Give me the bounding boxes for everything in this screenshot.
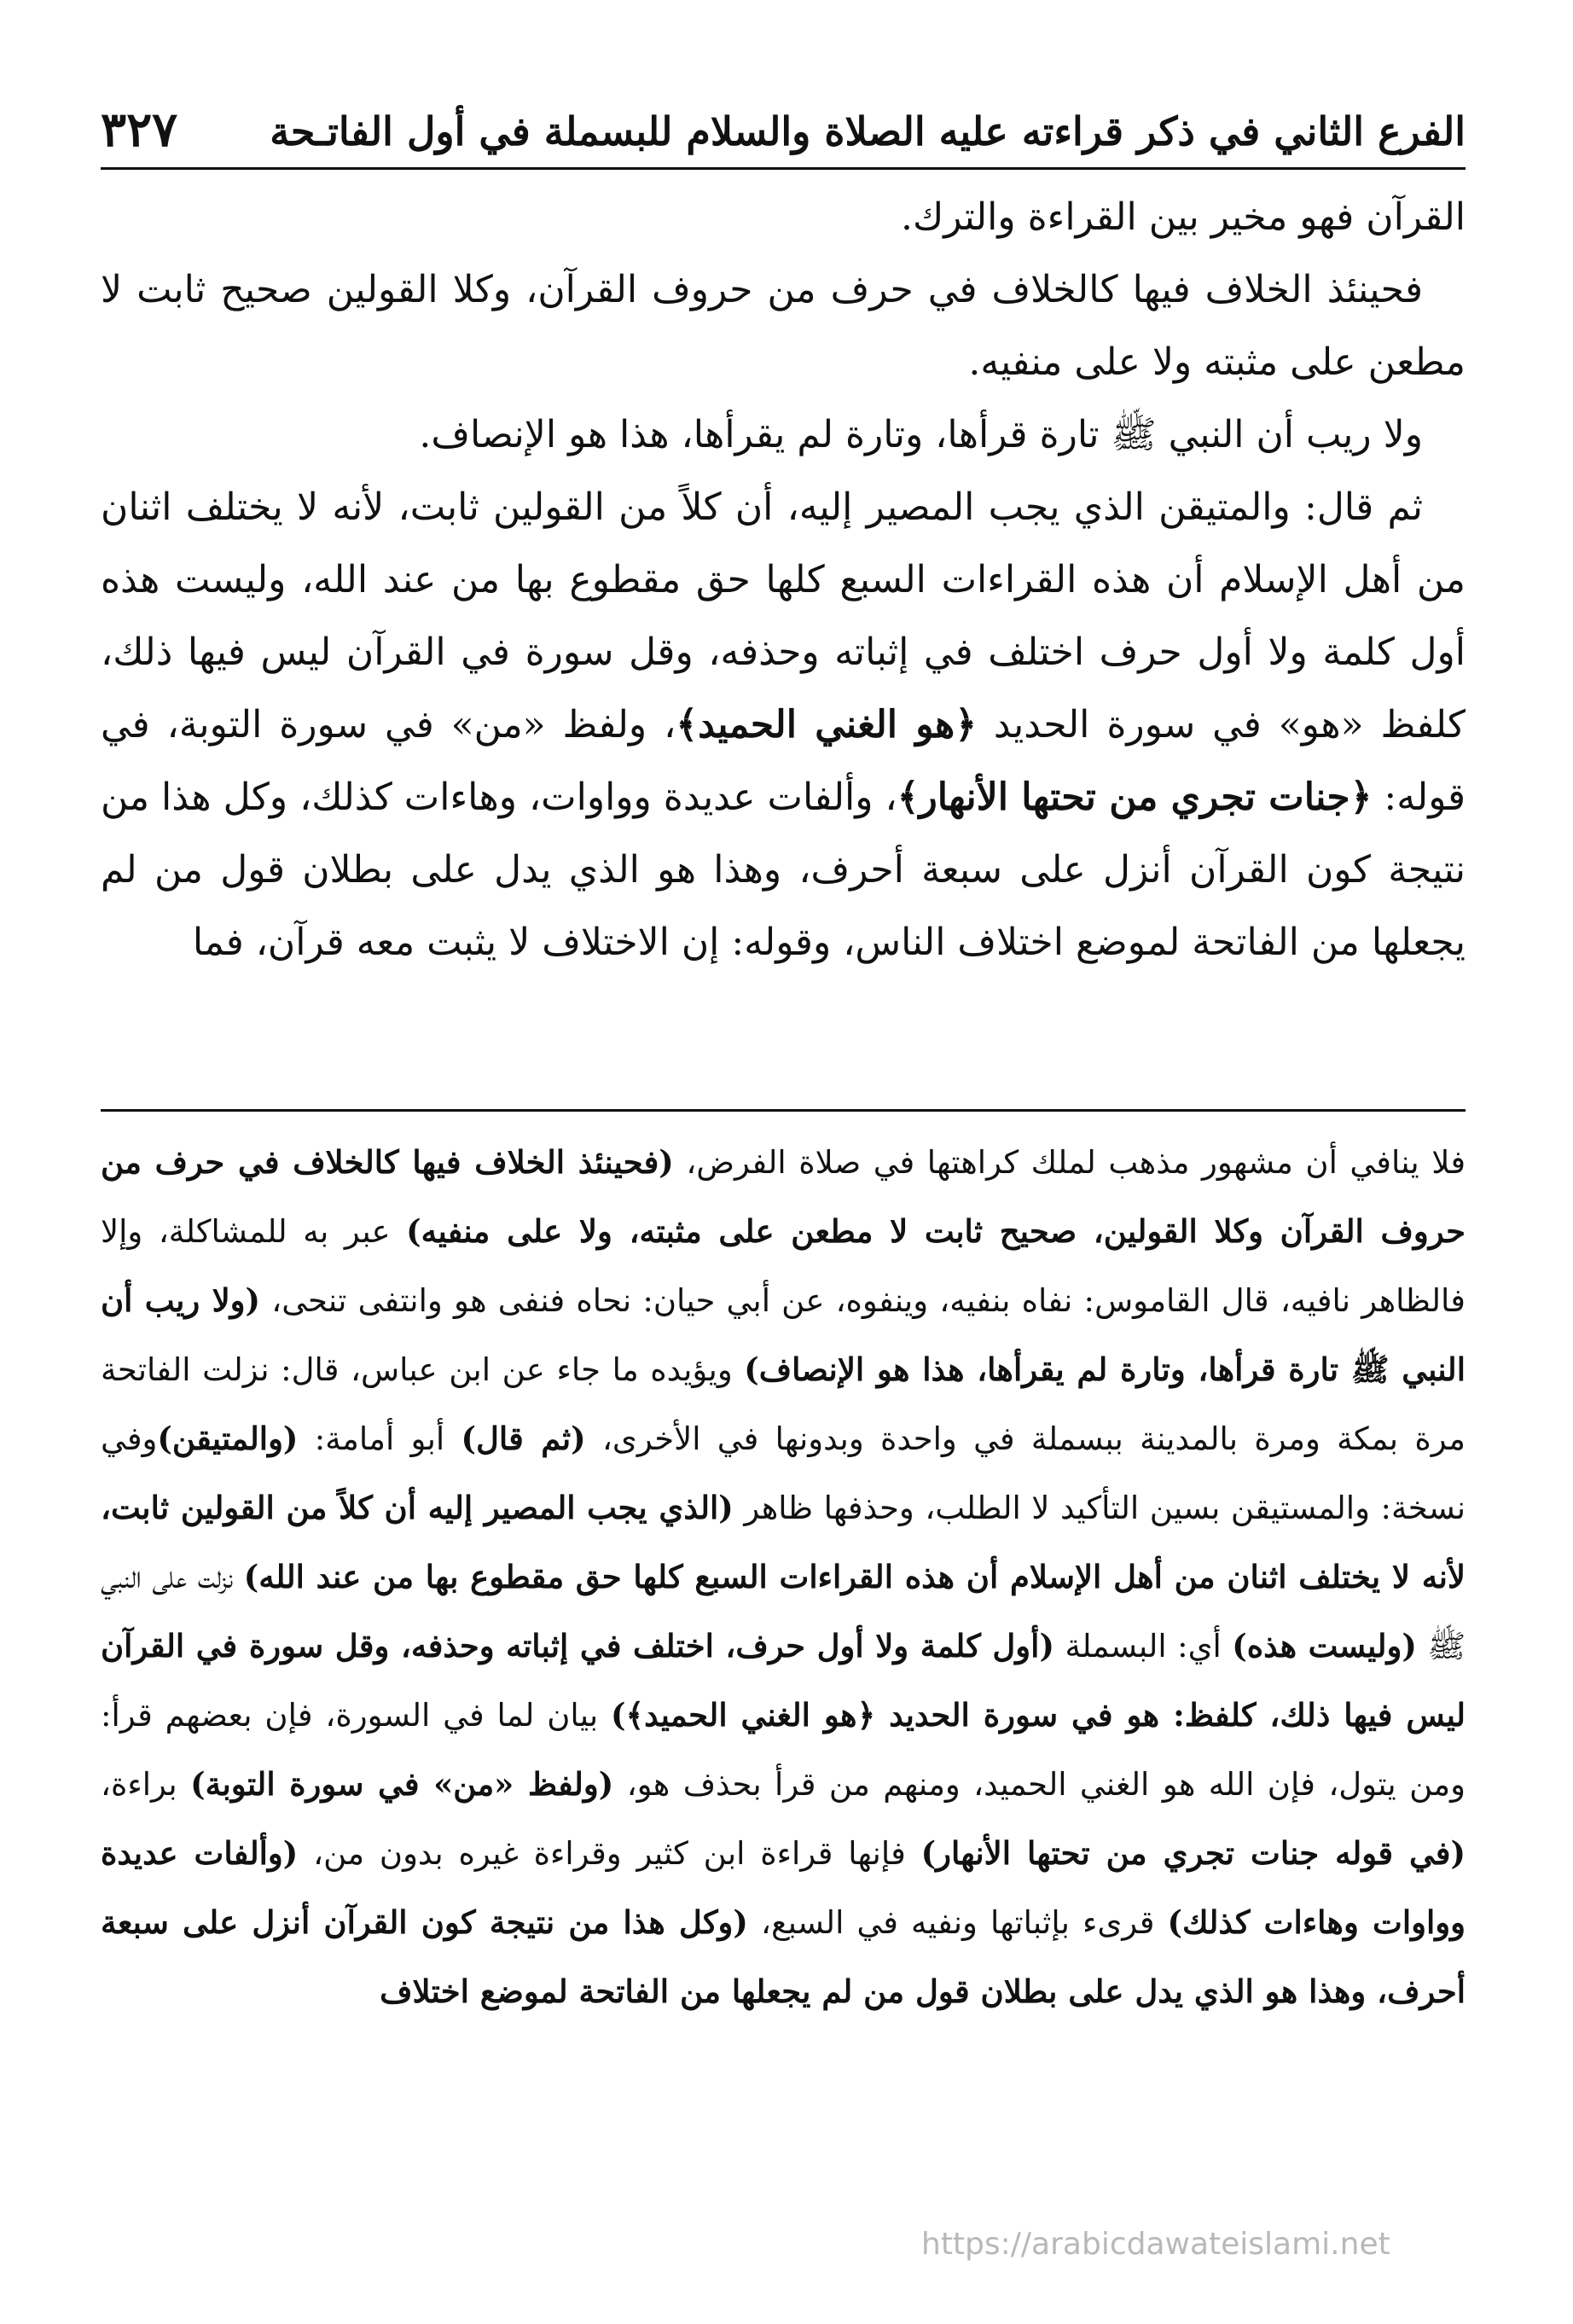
header-rule [101, 167, 1466, 170]
commentary-run: ويؤيده ما جاء عن ابن عباس، قال: نزلت الفاتحة مرة بمكة ومرة بالمدينة ببسملة في واحدة وبدونها في الأخرى، [101, 1351, 1466, 1457]
quoted-matn: (في قوله جنات تجري من تحتها الأنهار) [920, 1834, 1466, 1872]
quoted-matn: (ولا ريب أن النبي ﷺ تارة قرأها، وتارة لم يقرأها، هذا هو الإنصاف) [101, 1281, 1466, 1388]
quoted-matn: (الذي يجب المصير إليه أن كلاً من القولين ثابت، لأنه لا يختلف اثنان من أهل الإسلام أن هذه القراءات السبع كلها حق مقطوع بها من عند الله) [101, 1489, 1466, 1595]
main-paragraph-4 [101, 471, 1466, 979]
commentary-run: فإنها قراءة ابن كثير وقراءة غيره بدون من، [313, 1835, 906, 1872]
main-paragraph-2: فحينئذ الخلاف فيها كالخلاف في حرف من حروف القرآن، وكلا القولين صحيح ثابت لا مطعن على مثبته ولا على منفيه. [101, 268, 1466, 384]
footnote-paragraph [101, 1128, 1466, 2026]
page-number: ٣٢٧ [101, 102, 178, 158]
quoted-matn: (وألفات عديدة وواوات وهاءات كذلك) [101, 1834, 1466, 1941]
commentary-footnote [101, 1128, 1466, 2026]
commentary-run: عبر به للمشاكلة، وإلا فالظاهر نافيه، قال القاموس: نفاه بنفيه، وينفوه، عن أبي حيان: نحاه فنفى هو وانتفى تنحى، [101, 1213, 1466, 1319]
main-text-run: ثم قال: والمتيقن الذي يجب المصير إليه، أن كلاً من القولين ثابت، لأنه لا يختلف اثنان من أهل الإسلام أن هذه القراءات السبع كلها حق مقطوع بها من عند الله، وليست هذه أول كلمة ولا أول حرف اختلف في إثباته وحذفه، وقل سورة في القرآن ليس فيها ذلك، كلفظ «هو» في سورة الحديد [101, 485, 1466, 747]
commentary-run: أي: البسملة [1065, 1628, 1222, 1665]
main-text-run: ، وألفات عديدة وواوات، وهاءات كذلك، وكل هذا من نتيجة كون القرآن أنزل على سبعة أحرف، وهذا هو الذي يدل على بطلان قول من لم يجعلها من الفاتحة لموضع اختلاف الناس، وقوله: إن الاختلاف لا يثبت معه قرآن، فما [101, 776, 1466, 964]
quoted-matn: (ولفظ «من» في سورة التوبة) [190, 1765, 614, 1803]
quoted-matn: (والمتيقن) [157, 1420, 299, 1457]
running-title: الفرع الثاني في ذكر قراءته عليه الصلاة والسلام للبسملة في أول الفاتـحة [270, 108, 1466, 155]
commentary-run: فلا ينافي أن مشهور مذهب لملك كراهتها في صلاة الفرض، [686, 1144, 1466, 1181]
quran-verse-al-hadid: ﴿هو الغني الحميد﴾ [676, 703, 977, 747]
quoted-matn: (فحينئذ الخلاف فيها كالخلاف في حرف من حروف القرآن وكلا القولين، صحيح ثابت لا مطعن على مثبته، ولا على منفيه) [101, 1143, 1466, 1250]
quoted-matn: (أول كلمة ولا أول حرف، اختلف في إثباته وحذفه، وقل سورة في القرآن ليس فيها ذلك، كلفظ: هو في سورة الحديد ﴿هو الغني الحميد﴾) [101, 1627, 1466, 1734]
watermark-url: https://arabicdawateislami.net [921, 2227, 1390, 2262]
commentary-run: براءة، [101, 1766, 177, 1803]
quoted-matn: (ثم قال) [461, 1420, 586, 1457]
main-text-run: ، ولفظ «من» في سورة التوبة، في قوله: [101, 703, 1466, 819]
quoted-matn: (وليست هذه) [1232, 1627, 1417, 1665]
main-text [101, 181, 1466, 979]
commentary-run: بيان لما في السورة، فإن بعضهم قرأ: ومن يتول، فإن الله هو الغني الحميد، ومنهم من قرأ بحذف هو، [101, 1697, 1466, 1803]
footnote-rule [101, 1109, 1466, 1112]
commentary-run: نزلت على النبي ﷺ [101, 1559, 1466, 1665]
quran-verse-at-tawbah: ﴿جنات تجري من تحتها الأنهار﴾ [897, 776, 1373, 819]
page-header [101, 82, 1466, 158]
commentary-run: قرىء بإثباتها ونفيه في السبع، [761, 1904, 1155, 1941]
main-paragraph-1: القرآن فهو مخير بين القراءة والترك. [900, 195, 1466, 239]
commentary-run: وفي نسخة: والمستيقن بسين التأكيد لا الطلب، وحذفها ظاهر [101, 1421, 1466, 1526]
quoted-matn: (وكل هذا من نتيجة كون القرآن أنزل على سبعة أحرف، وهذا هو الذي يدل على بطلان قول من لم يجعلها من الفاتحة لموضع اختلاف [101, 1903, 1466, 2010]
main-paragraph-3: ولا ريب أن النبي ﷺ تارة قرأها، وتارة لم يقرأها، هذا هو الإنصاف. [419, 413, 1423, 456]
commentary-run: أبو أمامة: [314, 1421, 445, 1457]
